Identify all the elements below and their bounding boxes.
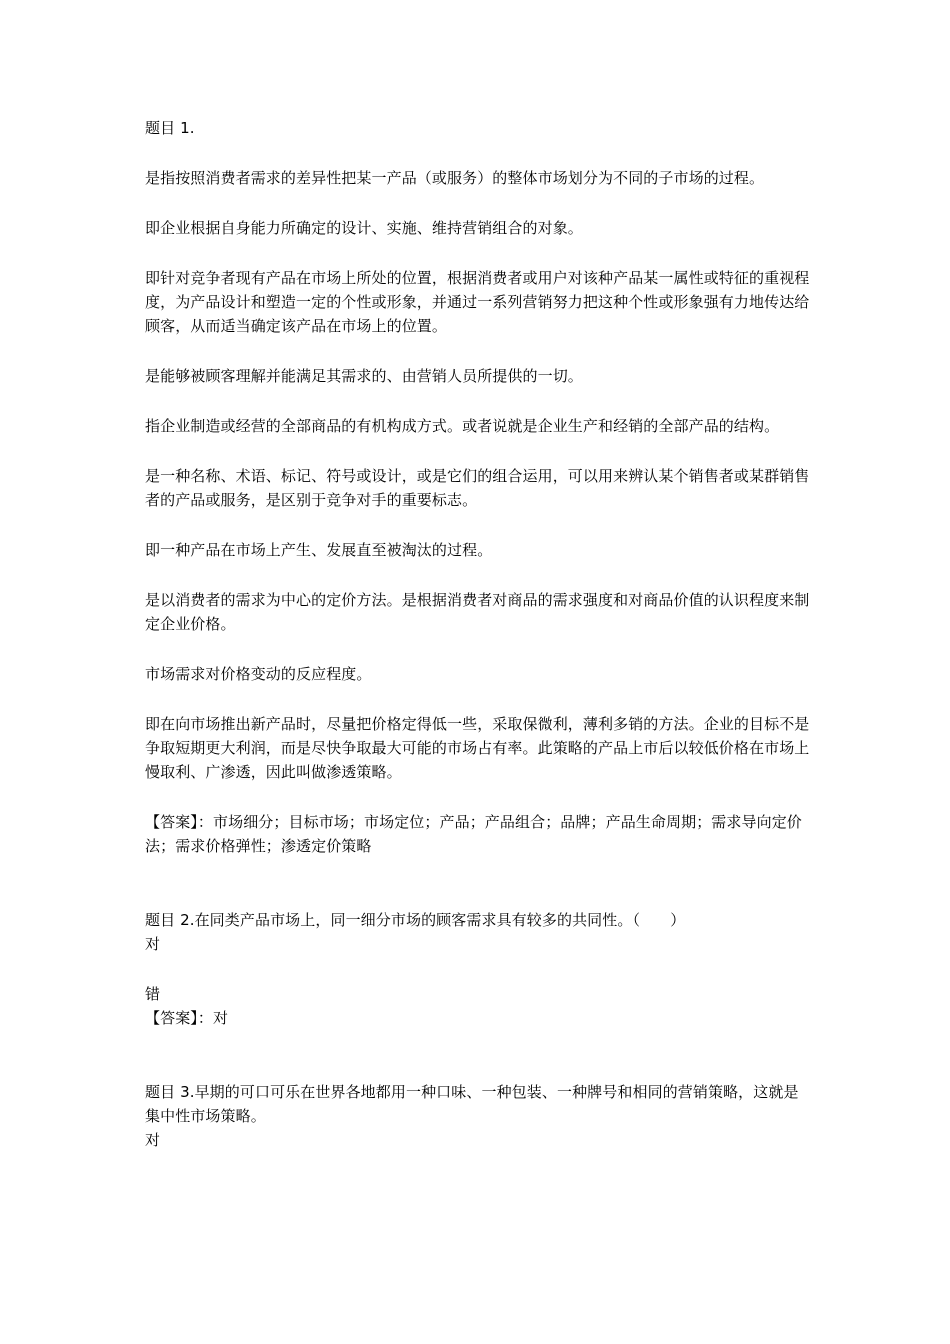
definition-6: 是一种名称、术语、标记、符号或设计，或是它们的组合运用，可以用来辨认某个销售者或某群销售者的产品或服务，是区别于竞争对手的重要标志。 (145, 467, 810, 509)
question-3-option-true: 对 (145, 1131, 161, 1149)
definition-2: 即企业根据自身能力所确定的设计、实施、维持营销组合的对象。 (145, 219, 583, 237)
question-2-title: 题目 2.在同类产品市场上，同一细分市场的顾客需求具有较多的共同性。（ ） (145, 911, 686, 929)
definition-3: 即针对竞争者现有产品在市场上所处的位置，根据消费者或用户对该种产品某一属性或特征的重视程度，为产品设计和塑造一定的个性或形象，并通过一系列营销努力把这种个性或形象强有力地传达给顾客，从而适当确定该产品在市场上的位置。 (145, 269, 810, 335)
question-2-option-false: 错 (145, 985, 161, 1003)
spacer (145, 1030, 810, 1080)
definition-7: 即一种产品在市场上产生、发展直至被淘汰的过程。 (145, 541, 493, 559)
definition-9: 市场需求对价格变动的反应程度。 (145, 665, 372, 683)
definition-8: 是以消费者的需求为中心的定价方法。是根据消费者对商品的需求强度和对商品价值的认识程度来制定企业价格。 (145, 591, 810, 633)
definition-10: 即在向市场推出新产品时，尽量把价格定得低一些，采取保微利，薄利多销的方法。企业的目标不是争取短期更大利润，而是尽快争取最大可能的市场占有率。此策略的产品上市后以较低价格在市场上慢取利、广渗透，因此叫做渗透策略。 (145, 715, 810, 781)
definition-5: 指企业制造或经营的全部商品的有机构成方式。或者说就是企业生产和经销的全部产品的结构。 (145, 417, 780, 435)
document-content (145, 116, 810, 1152)
definition-1: 是指按照消费者需求的差异性把某一产品（或服务）的整体市场划分为不同的子市场的过程。 (145, 169, 765, 187)
question-2-answer: 【答案】：对 (145, 1009, 229, 1027)
spacer (145, 956, 810, 982)
question-1-answer: 【答案】：市场细分；目标市场；市场定位；产品；产品组合；品牌；产品生命周期；需求导向定价法；需求价格弹性；渗透定价策略 (145, 813, 802, 855)
spacer (145, 858, 810, 908)
question-1-title: 题目 1. (145, 119, 195, 137)
definition-4: 是能够被顾客理解并能满足其需求的、由营销人员所提供的一切。 (145, 367, 583, 385)
question-3-title: 题目 3.早期的可口可乐在世界各地都用一种口味、一种包装、一种牌号和相同的营销策略，这就是集中性市场策略。 (145, 1083, 799, 1125)
question-2-option-true: 对 (145, 935, 161, 953)
